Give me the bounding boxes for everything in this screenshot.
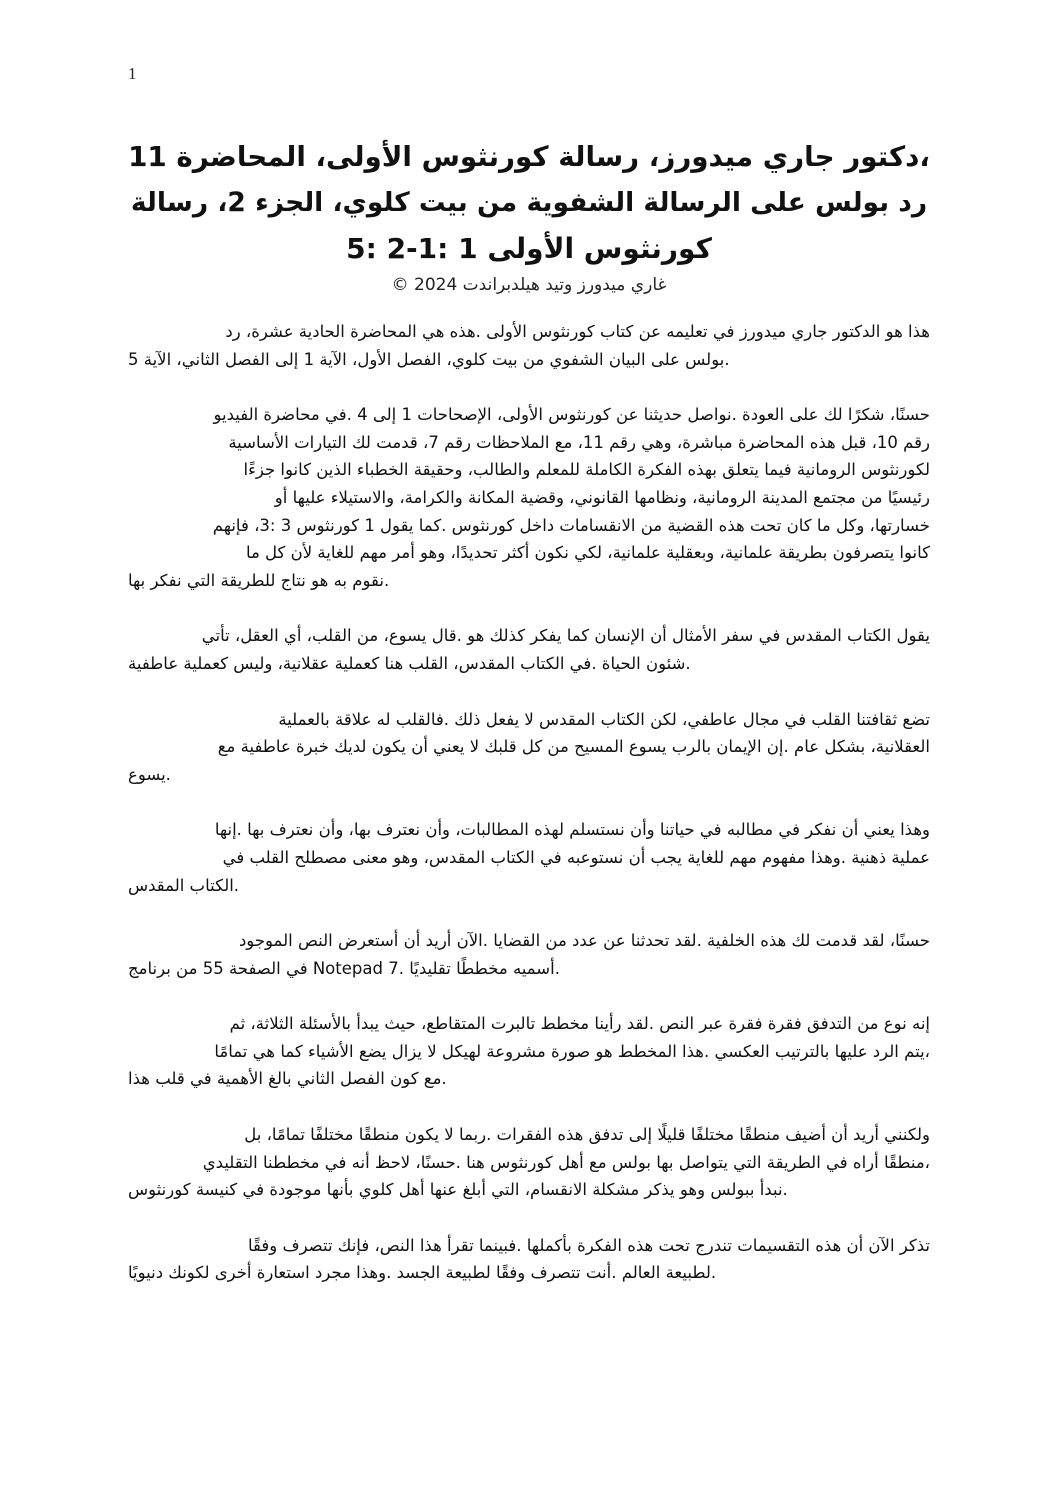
text-line: ،يتم الرد عليها بالترتيب العكسي .هذا المخطط هو صورة مشروعة لهيكل لا يزال يضع الأشياء كما هي تمامًا: [214, 1041, 930, 1061]
paragraph: [128, 816, 930, 899]
text-line: حسنًا، لقد قدمت لك هذه الخلفية .لقد تحدثنا عن عدد من القضايا .الآن أريد أن أستعرض النص الموجود: [238, 931, 930, 951]
text-line: العقلانية، بشكل عام .إن الإيمان بالرب يسوع المسيح من كل قلبك لا يعني أن يكون لديك خبرة عاطفية مع: [217, 737, 930, 757]
text-line: رقم 10، قبل هذه المحاضرة مباشرة، وهي رقم 11، مع الملاحظات رقم 7، قدمت لك التيارات الأساسية: [228, 432, 930, 452]
text-line: خسارتها، وكل ما كان تحت هذه القضية من الانقسامات داخل كورنثوس .كما يقول 1 كورنثوس 3 :3، فإنهم: [212, 515, 930, 535]
text-line: حسنًا، شكرًا لك على العودة .نواصل حديثنا عن كورنثوس الأولى، الإصحاحات 1 إلى 4 .في محاضرة الفيديو: [213, 405, 930, 425]
paragraph: [128, 318, 930, 373]
paragraph: [128, 1232, 930, 1287]
text-line: تذكر الآن أن هذه التقسيمات تندرج تحت هذه الفكرة بأكملها .فبينما تقرأ هذا النص، فإنك تتصرف وفقًا: [248, 1235, 930, 1255]
copyright-notice: غاري ميدورز وتيد هيلدبراندت 2024 ©: [391, 275, 667, 295]
text-line: .أسميه مخططًا تقليديًا .Notepad 7 في الصفحة 55 من برنامج: [128, 958, 560, 978]
paragraph: [128, 1010, 930, 1093]
paragraph: [128, 622, 930, 677]
text-line: إنه نوع من التدفق فقرة فقرة عبر النص .لقد رأينا مخطط تالبرت المتقاطع، حيث يبدأ بالأسئلة الثلاثة، ثم: [229, 1014, 930, 1034]
text-line: .الكتاب المقدس: [128, 875, 240, 895]
text-line: .نقوم به هو نتاج للطريقة التي نفكر بها: [128, 570, 390, 590]
paragraph: [128, 401, 930, 594]
text-line: لكورنثوس الرومانية فيما يتعلق بهذه الفكرة الكاملة للمعلم والطالب، وحقيقة الخطباء الذين كانوا جزءًا: [243, 460, 930, 480]
document-title: [128, 134, 930, 298]
text-line: وهذا يعني أن نفكر في مطالبه في حياتنا وأن نستسلم لهذه المطالبات، وأن نعترف بها، وأن نعترف بها .إنها: [214, 820, 930, 840]
text-line: عملية ذهنية .وهذا مفهوم مهم للغاية يجب أن نستوعبه في الكتاب المقدس، وهو معنى مصطلح القلب في: [222, 847, 930, 867]
document-body: [128, 318, 930, 1315]
title-line: كورنثوس الأولى 1 :1-2 :5: [346, 232, 712, 265]
paragraph: [128, 927, 930, 982]
text-line: ،منطقًا أراه في الطريقة التي يتواصل بها بولس مع أهل كورنثوس هنا .حسنًا، لاحظ أنه في مخططنا التقليدي: [202, 1152, 930, 1172]
text-line: يقول الكتاب المقدس في سفر الأمثال أن الإنسان كما يفكر كذلك هو .قال يسوع، من القلب، أي العقل، تأتي: [201, 626, 930, 646]
text-line: رئيسيًا من مجتمع المدينة الرومانية، ونظامها القانوني، وقضية المكانة والكرامة، والاستيلاء عليها أو: [274, 487, 930, 507]
page-number: 1: [128, 64, 137, 83]
paragraph: [128, 1121, 930, 1204]
text-line: .مع كون الفصل الثاني بالغ الأهمية في قلب هذا: [128, 1069, 447, 1089]
title-line: ،دكتور جاري ميدورز، رسالة كورنثوس الأولى، المحاضرة 11: [128, 140, 930, 173]
text-line: .لطبيعة العالم .أنت تتصرف وفقًا لطبيعة الجسد .وهذا مجرد استعارة أخرى لكونك دنيويًا: [128, 1263, 717, 1283]
text-line: .يسوع: [128, 764, 171, 784]
text-line: هذا هو الدكتور جاري ميدورز في تعليمه عن كتاب كورنثوس الأولى .هذه هي المحاضرة الحادية عشرة، رد: [225, 322, 930, 341]
text-line: .بولس على البيان الشفوي من بيت كلوي، الفصل الأول، الآية 1 إلى الفصل الثاني، الآية 5: [128, 349, 730, 369]
paragraph: [128, 706, 930, 789]
text-line: كانوا يتصرفون بطريقة علمانية، وبعقلية علمانية، لكي نكون أكثر تحديدًا، وهو أمر مهم للغاية لأن كل ما: [245, 543, 930, 563]
text-line: تضع ثقافتنا القلب في مجال عاطفي، لكن الكتاب المقدس لا يفعل ذلك .فالقلب له علاقة بالعملية: [278, 709, 930, 729]
title-line: رد بولس على الرسالة الشفوية من بيت كلوي، الجزء 2، رسالة: [130, 187, 928, 218]
text-line: .نبدأ ببولس وهو يذكر مشكلة الانقسام، التي أبلغ عنها أهل كلوي بأنها موجودة في كنيسة كورنثوس: [128, 1180, 788, 1200]
text-line: .شئون الحياة .في الكتاب المقدس، القلب هنا كعملية عقلانية، وليس كعملية عاطفية: [128, 653, 691, 673]
text-line: ولكنني أريد أن أضيف منطقًا مختلفًا قليلًا إلى تدفق هذه الفقرات .ربما لا يكون منطقًا مختلفًا تمامًا، بل: [244, 1125, 930, 1145]
